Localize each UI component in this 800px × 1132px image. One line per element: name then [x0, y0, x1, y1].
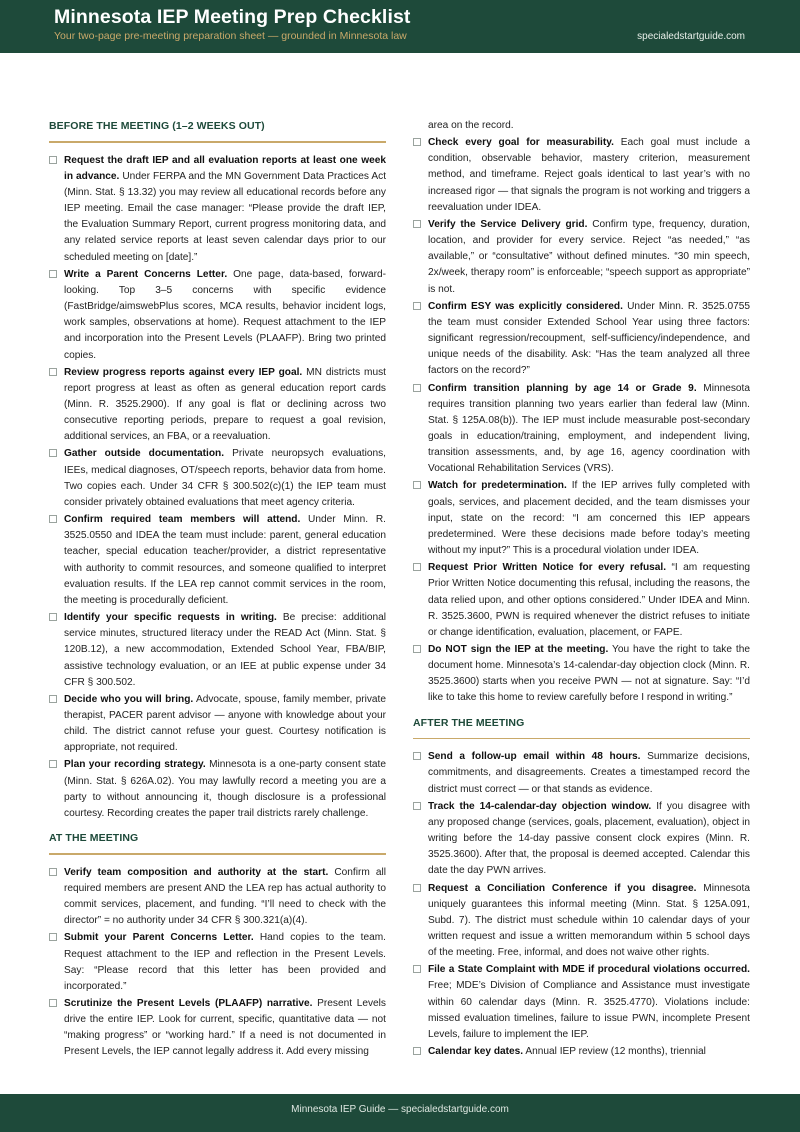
checkbox[interactable]	[413, 138, 421, 146]
item-body: area on the record.	[428, 120, 514, 131]
right-column	[413, 118, 750, 1060]
item-body: Minnesota requires transition planning two years earlier than federal law (Minn. Stat. § 125A.08(b)). The IEP must include measurable post-secondary goals in education/training, employment, and independent living, transition assessments, and, by age 16, agency coordination with Vocational Rehabilitation Services (VRS).	[428, 382, 750, 475]
checklist-at-right	[413, 118, 750, 707]
item-lead: Track the 14-calendar-day objection window.	[428, 800, 652, 812]
item-body: Hand copies to the team. Request attachment to the IEP and reflection in the Present Levels. Say: “Please record that this letter has been provided and incorporated.”	[64, 932, 386, 992]
checkbox[interactable]	[413, 645, 421, 653]
item-lead: Request Prior Written Notice for every refusal.	[428, 562, 667, 574]
item-lead: Check every goal for measurability.	[428, 137, 614, 149]
checklist-item	[413, 381, 750, 478]
item-lead: Review progress reports against every IEP goal.	[64, 366, 303, 378]
item-lead: Calendar key dates.	[428, 1046, 524, 1058]
checklist-item	[413, 560, 750, 641]
item-body: Summarize decisions, commitments, and disagreements. Creates a timestamped record the district must correct — or that stands as evidence.	[428, 751, 750, 795]
checklist-item	[49, 996, 386, 1061]
checkbox[interactable]	[49, 868, 57, 876]
checklist-item	[49, 446, 386, 511]
checklist-item	[49, 365, 386, 446]
item-body: Present Levels drive the entire IEP. Look for current, specific, quantitative data — not “making progress” or “working hard.” If a need is not documented in Present Levels, the IEP cannot legally address it. Add every missing	[64, 997, 386, 1058]
item-body: Confirm all required members are present AND the LEA rep has actual authority to commit services, placement, and funding. “I’ll need to check with the director” = no authority under 34 CFR § 300.321(a)(4).	[64, 866, 387, 927]
checklist-item	[49, 610, 386, 691]
section-divider	[49, 141, 386, 143]
item-body: Each goal must include a condition, observable behavior, mastery criterion, measurement method, and timeframe. Reject goals identical to last year’s with no increased rigor — that signals the program is not working and triggers a reevaluation under IDEA.	[428, 137, 750, 213]
checkbox[interactable]	[49, 156, 57, 164]
checklist-item	[49, 930, 386, 995]
item-body: Annual IEP review (12 months), triennial	[523, 1046, 706, 1058]
page-header	[0, 0, 800, 53]
checklist-item	[413, 135, 750, 216]
checklist-item	[49, 757, 386, 822]
item-lead: Submit your Parent Concerns Letter.	[64, 932, 254, 944]
item-lead: Do NOT sign the IEP at the meeting.	[428, 644, 609, 655]
item-body: “I am requesting Prior Written Notice documenting this refusal, including the reasons, the data relied upon, and other options considered.” Under IDEA and Minn. R. 3525.3600, PWN is required whenever the district refuses to initiate or change identification, evaluation, placement, or FAPE.	[428, 562, 750, 638]
item-lead: Plan your recording strategy.	[64, 759, 206, 771]
checkbox[interactable]	[49, 933, 57, 941]
checklist-item	[49, 865, 386, 930]
item-lead: Confirm required team members will attend.	[64, 514, 301, 526]
section-heading-before: BEFORE THE MEETING (1–2 WEEKS OUT)	[49, 120, 265, 132]
section-divider	[49, 853, 386, 855]
checklist-item	[413, 962, 750, 1043]
section-heading-at: AT THE MEETING	[49, 832, 139, 845]
checkbox[interactable]	[49, 999, 57, 1007]
checkbox[interactable]	[413, 752, 421, 760]
item-body: MN districts must report progress at least as often as general education report cards (Minn. R. 3525.2900). If any goal is flat or declining across two consecutive reporting periods, prepare to request a goal revision, additional services, an FBA, or a reevaluation.	[64, 366, 386, 443]
checklist-item	[49, 267, 386, 364]
checkbox[interactable]	[49, 613, 57, 621]
item-lead: Gather outside documentation.	[64, 448, 225, 460]
checklist-item	[413, 118, 750, 134]
item-body: Under Minn. R. 3525.0550 and IDEA the team must include: parent, general education teacher, special education teacher/provider, a district representative with authority to commit resources, and someone qualified to interpret evaluation results. If the LEA rep cannot commit services in the room, the meeting is procedurally deficient.	[64, 514, 386, 606]
checkbox[interactable]	[413, 563, 421, 571]
item-lead: Decide who you will bring.	[64, 693, 194, 705]
item-body: If you disagree with any proposed change (services, goals, placement, evaluation), object in writing before the 14-day passive consent clock expires (Minn. R. 3525.3600). After that, the proposal is deemed accepted. Calendar this date the day PWN arrives.	[428, 800, 750, 877]
item-body: Minnesota is a one-party consent state (Minn. Stat. § 626A.02). You may lawfully record a meeting you are a party to without announcing it, though disclosure is a professional courtesy. Recording creates the paper trail districts rarely challenge.	[64, 759, 386, 819]
item-body: Under Minn. R. 3525.0755 the team must consider Extended School Year using three factors: significant regression/recoupment, self-sufficiency/independence, and unique needs of the disability. Ask: “Has the team analyzed all three factors on the record?”	[428, 300, 750, 377]
item-body: Confirm type, frequency, duration, location, and provider for every service. Reject “as needed,” “as available,” or “consultative” without defined minutes. “30 min speech, 2x/week, therapy room” is enforceable; “speech support as appropriate” is not.	[428, 218, 750, 295]
item-lead: Confirm transition planning by age 14 or Grade 9.	[428, 382, 697, 394]
item-lead: Request the draft IEP and all evaluation reports at least one week in advance.	[64, 154, 386, 182]
checkbox[interactable]	[49, 515, 57, 523]
item-lead: File a State Complaint with MDE if procedural violations occurred.	[428, 964, 750, 976]
header-site-link[interactable]: specialedstartguide.com	[637, 31, 745, 42]
item-lead: Request a Conciliation Conference if you disagree.	[428, 882, 697, 894]
checklist-item	[413, 299, 750, 380]
checklist-at-left	[49, 865, 386, 1061]
item-body: Advocate, spouse, family member, private therapist, PACER parent advisor — anyone with knowledge about your child. The district cannot refuse your guest. Courtesy notification is appropriate, not required.	[64, 693, 386, 754]
item-body: Private neuropsych evaluations, IEEs, medical diagnoses, OT/speech reports, behavior data from home. Two copies each. Under 34 CFR § 300.502(c)(1) the IEP team must consider privately obtained evaluations that meet agency criteria.	[64, 448, 386, 508]
footer-text: Minnesota IEP Guide — specialedstartguide.com	[291, 1104, 509, 1115]
checklist-item	[413, 749, 750, 797]
item-lead: Verify team composition and authority at the start.	[64, 866, 329, 878]
checklist-item	[413, 642, 750, 707]
checkbox[interactable]	[413, 481, 421, 489]
page-title: Minnesota IEP Meeting Prep Checklist	[54, 6, 411, 28]
item-lead: Scrutinize the Present Levels (PLAAFP) narrative.	[64, 997, 313, 1009]
item-lead: Write a Parent Concerns Letter.	[64, 268, 228, 280]
item-body: Free; MDE’s Division of Compliance and Assistance must investigate within 60 calendar days (Minn. R. 3525.4770). Violations include: missed evaluation timelines, failure to issue PWN, incomplete Present Levels, failure to implement the IEP.	[428, 980, 750, 1040]
checkbox[interactable]	[49, 760, 57, 768]
checkbox[interactable]	[49, 449, 57, 457]
checklist-after	[413, 749, 750, 1060]
checklist-item	[413, 881, 750, 962]
item-lead: Confirm ESY was explicitly considered.	[428, 300, 623, 312]
checklist-item	[49, 512, 386, 609]
item-lead: Watch for predetermination.	[428, 480, 567, 492]
checkbox[interactable]	[413, 1047, 421, 1055]
left-column	[49, 118, 386, 1061]
item-lead: Verify the Service Delivery grid.	[428, 218, 588, 230]
checkbox[interactable]	[413, 302, 421, 310]
checkbox[interactable]	[49, 270, 57, 278]
checklist-item	[413, 799, 750, 880]
section-divider	[413, 738, 750, 740]
page-footer	[0, 1094, 800, 1132]
item-body: Under FERPA and the MN Government Data Practices Act (Minn. Stat. § 13.32) you may review all educational records before any IEP meeting. Email the case manager: “Please provide the draft IEP, the Evaluation Summary Report, current progress monitoring data, and any related service reports at least seven calendar days prior to our scheduled meeting on [date].”	[64, 170, 387, 263]
item-body: One page, data-based, forward-looking. Top 3–5 concerns with specific evidence (FastBridge/aimswebPlus scores, MCA results, behavior incident logs, work samples, observations at home). Request attachment to the IEP and incorporation into the Present Levels (PLAAFP). Bring two printed copies.	[64, 268, 387, 361]
item-body: You have the right to take the document home. Minnesota’s 14-calendar-day objection clock (Minn. R. 3525.3600) starts when you receive PWN — not at signature. Say: “I’d like to take this home to review carefully before I respond in writing.”	[428, 644, 750, 704]
checkbox[interactable]	[413, 384, 421, 392]
checkbox[interactable]	[413, 884, 421, 892]
item-body: Be precise: additional service minutes, structured literacy under the READ Act (Minn. Stat. § 120B.12), a new accommodation, Extended School Year, FBA/BIP, assistive technology evaluation, or an IEE at public expense under 34 CFR § 300.502.	[64, 612, 386, 688]
checkbox[interactable]	[413, 220, 421, 228]
item-lead: Send a follow-up email within 48 hours.	[428, 751, 641, 763]
checkbox[interactable]	[413, 965, 421, 973]
checklist-item	[413, 1044, 750, 1060]
checklist-item	[413, 217, 750, 298]
checklist-item	[413, 478, 750, 559]
item-body: If the IEP arrives fully completed with goals, services, and placement decided, and the team dismisses your input, state on the record: “I am concerned this IEP appears predetermined. Were these decisions made before today’s meeting without my input?” This is a procedural violation under IDEA.	[428, 480, 750, 557]
checkbox[interactable]	[49, 695, 57, 703]
checklist-item	[49, 153, 386, 266]
checklist-item	[49, 692, 386, 757]
checklist-before	[49, 153, 386, 822]
item-body: Minnesota uniquely guarantees this informal meeting (Minn. Stat. § 125A.091, Subd. 7). The district must schedule within 10 calendar days of your written request and issue a written memorandum within 5 school days of the meeting. Free, informal, and does not waive other rights.	[428, 882, 750, 959]
section-heading-after: AFTER THE MEETING	[413, 716, 525, 729]
checkbox[interactable]	[49, 368, 57, 376]
item-lead: Identify your specific requests in writing.	[64, 612, 277, 624]
checkbox[interactable]	[413, 802, 421, 810]
page-subtitle: Your two-page pre-meeting preparation sheet — grounded in Minnesota law	[54, 30, 407, 42]
